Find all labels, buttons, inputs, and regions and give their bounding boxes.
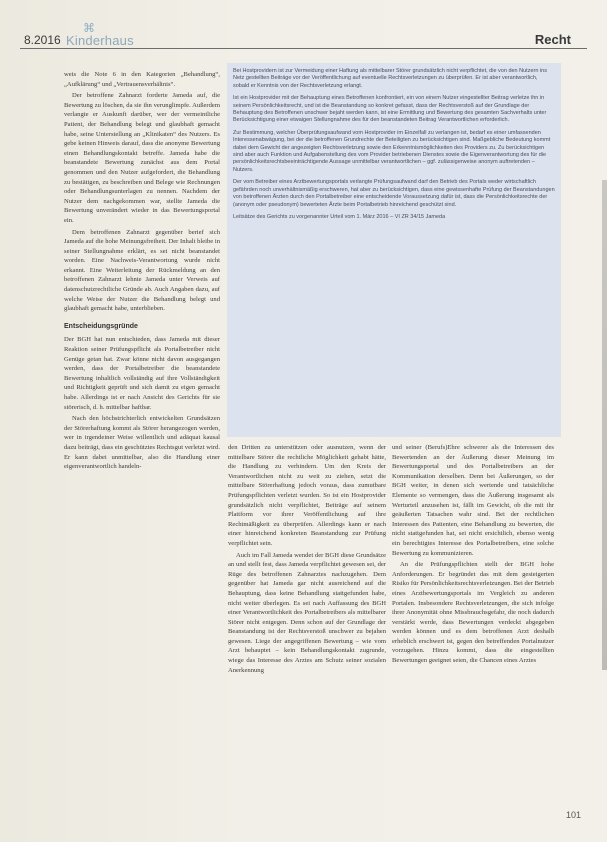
paragraph: und seiner (Berufs)Ehre schwerer als die Interessen des Bewertenden an der Äußerung dieser Meinung im Bewertungsportal und des Portalbetreibers an der Kommunikation derselben. Denn bei Äußerungen, so der BGH weiter, in denen sich wertende und tatsächliche Elemente so vermengen, dass die Äußerung insgesamt als Werturteil anzusehen ist, fällt im Gewicht, ob die mit ihr geäußerten Tatsachen wahr sind. Bei der rechtlichen Interessen des Patienten, eine Behandlung zu bewerten, die nicht stattgefunden hat, sei nicht ersichtlich, ebenso wenig ein berechtigtes Interesse des Portalbetreibers, eine solche Bewertung zu kommunizieren. — [392, 444, 554, 557]
page-edge-tab — [602, 180, 607, 670]
issue-date: 8.2016 — [24, 33, 61, 47]
article-column-1 — [64, 70, 220, 474]
key-principles-infobox — [227, 63, 561, 437]
infobox-paragraph: Zur Bestimmung, welcher Überprüfungsaufwand vom Hostprovider im Einzelfall zu verlangen ist, bedarf es einer umfassenden Interessenabwägung, bei der die betroffenen Grundrechte der Beteiligten zu berücksichtigen sind. Maßgebliche Bedeutung kommt dabei dem Gewicht der angezeigten Rechtsverletzung sowie den Erkenntnismöglichkeiten des Providers zu. Zu berücksichtigen sind aber auch Funktion und Aufgabenstellung des vom Provider betriebenen Dienstes sowie die Eigenverantwortung des für die persönlichkeitsrechtsbeeinträchtigende Aussage unmittelbar verantwortlichen – ggf. zulässigerweise anonym auftretenden – Nutzers. — [233, 129, 551, 173]
header-rule — [20, 48, 587, 49]
infobox-paragraph: Ist ein Hostprovider mit der Behauptung eines Betroffenen konfrontiert, ein von einem Nutzer eingestellter Beitrag verletze ihn in seinem Persönlichkeitsrecht, und ist die Beanstandung so konkret gefasst, dass der Rechtsverstoß auf der Grundlage der Behauptung des Betroffenen unschwer bejaht werden kann, ist eine Ermittlung und Bewertung des gesamten Sachverhalts unter Berücksichtigung einer etwaigen Stellungnahme des für den beanstandeten Beitrag Verantwortlichen erforderlich. — [233, 95, 547, 124]
page-number: 101 — [565, 810, 581, 820]
infobox-paragraph: Der vom Betreiber eines Arztbewertungsportals verlangte Prüfungsaufwand darf den Betrieb des Portals weder wirtschaftlich gefährden noch unverhältnismäßig erschweren, hat aber zu berücksichtigen, dass eine gewissenhafte Prüfung der Beanstandungen von betroffenen Ärzten durch den Portalbetreiber eine entscheidende Voraussetzung dafür ist, dass die Persönlichkeitsrechte der (anonym oder pseudonym) bewerteten Ärzte beim Portalbetrieb hinreichend geschützt sind. — [233, 179, 555, 208]
paragraph: Nach den höchstrichterlich entwickelten Grundsätzen der Störerhaftung kommt als Störer herangezogen werden, wer in irgendeiner Weise willentlich und adäquat kausal dazu beiträgt, dass ein geschütztes Rechtsgut verletzt wird. Er kann dabei unmittelbar, also die Handlung einer eigenverantwortlich handeln- — [64, 415, 220, 471]
infobox-source: Leitsätze des Gerichts zu vorgenannter Urteil vom 1. März 2016 – VI ZR 34/15 Jameda — [233, 213, 446, 220]
paragraph: Der betroffene Zahnarzt forderte Jameda auf, die Bewertung zu löschen, da sie ihn verunglimpfe. Außerdem verlangte er Auskunft darüber, wer der vermeintliche Patient, der Behandlung belegt und glaubhaft gemacht habe, seine Unterstellung an „Klinikaten“ des Nutzers. Es gebe keinen Hinweis darauf, dass die anonyme Bewertung einen Behandlungskontakt betreffe. Jameda habe die beanstandete Bewertung zunächst aus dem Portal genommen und den Nutzer aufgefordert, die Behandlung zu bestätigen, zu beschreiben und Belege wie Rechnungen oder Behandlungsunterlagen zu nennen. Nachdem der Nutzer dem nachgekommen war, stellte Jameda die Bewertung unverändert wieder in das Bewertungsportal ein. — [64, 92, 220, 224]
section-subhead: Entscheidungsgründe — [64, 322, 138, 330]
section-title: Recht — [534, 32, 571, 47]
kinderhaus-logo — [66, 22, 146, 48]
article-column-3 — [392, 443, 554, 668]
paragraph: Der BGH hat nun entschieden, dass Jameda mit dieser Reaktion seiner Prüfungspflicht als Portalbetreiber nicht Genüge getan hat. Zwar könne nicht davon ausgegangen werden, dass der Portalbetreiber die beanstandete Bewertung inhaltlich vollständig auf ihre Vollständigkeit und Richtigkeit geprüft und sich damit zu eigen gemacht habe. Allerdings ist er nach Ansicht des Gerichts für sie störerisch, d. h. mittelbar haftbar. — [64, 336, 220, 411]
paragraph: Auch im Fall Jameda wendet der BGH diese Grundsätze an und stellt fest, dass Jameda verpflichtet gewesen sei, der Rüge des betroffenen Zahnarztes nachzugehen. Dem gegenüber hat Jameda gar nicht ausreichend auf die Behauptung, dass keine Behandlung stattgefunden habe, nicht weiter überlegen. Es sei nach Auffassung des BGH einer Verantwortlichkeit des Portalbetreibers als mittelbarer Störer nicht entgegen. Denn schon auf der Grundlage der Beanstandung ist der Rechtsverstoß unschwer zu bejahen gewesen. Liege der angegriffenen Bewertung – wie vom Arzt behauptet – kein Behandlungskontakt zugrunde, wiege das Interesse des Arztes am Schutz seiner sozialen Anerkennung — [228, 551, 386, 674]
paragraph: Dem betroffenen Zahnarzt gegenüber berief sich Jameda auf die hohe Meinungsfreiheit. Der Inhalt bleibe in seiner Stellungnahme erklärt, es sei nicht beanstandet worden. Eine Nachweis-Verantwortung wurde nicht erkannt. Eine Weiterleitung der Rückmeldung an den betroffenen Zahnarzt lehnte Jameda unter Verweis auf datenschutzrechtliche Gründe ab. Auch Angaben dazu, auf welche Weise der Nutzer die Behandlung belegt und glaubhaft gemacht habe, unterblieben. — [64, 228, 220, 313]
infobox-paragraph: Bei Hostprovidern ist zur Vermeidung einer Haftung als mittelbarer Störer grundsätzlich nicht verpflichtet, die von den Nutzern ins Netz gestellten Beiträge vor der Veröffentlichung auf eventuelle Rechtsverletzungen zu überprüfen. Er ist aber verantwortlich, sobald er Kenntnis von der Rechtsverletzung erlangt. — [233, 68, 547, 89]
logo-mark-icon: ⌘ — [83, 21, 95, 35]
paragraph: weis die Note 6 in den Kategorien „Behandlung“, „Aufklärung“ und „Vertrauensverhältnis“. — [64, 71, 220, 88]
logo-text: Kinderhaus — [66, 33, 134, 48]
article-column-2 — [228, 443, 386, 677]
paragraph: An die Prüfungspflichten stellt der BGH hohe Anforderungen. Er begründet das mit dem gesteigerten Risiko für Persönlichkeitsrechtsverletzungen. Bei der Betrieb eines Arztbewertungsportals im Vergleich zu anderen Portalen. Insbesondere Rechtsverletzungen, die sich infolge ihrer Anonymität ohne Missbrauchsgefahr, die noch dadurch verstärkt werde, dass Bewertungen verdeckt abgegeben werden können und es dem betroffenen Arzt deshalb erheblich erschwert ist, gegen den betreffenden Portalnutzer vorzugehen. Hinzu kommt, dass die eingestellten Bewertungen geeignet seien, die Chancen eines Arztes — [392, 561, 554, 665]
paragraph: den Dritten zu unterstützen oder ausnutzen, wenn der mittelbare Störer die rechtliche Möglichkeit gehabt hätte, die Handlung zu verhindern. Um den Kreis der Verantwortlichen nicht zu weit zu ziehen, setzt die mittelbare Störerhaftung jedoch voraus, dass zumutbare Prüfungspflichten verletzt wurden. So ist ein Hostprovider grundsätzlich nicht verpflichtet, Beiträge auf seinem Plattform vor ihrer Veröffentlichung auf ihre Rechtmäßigkeit zu überprüfen. Allerdings kann er nach einer hinreichend konkreten Beanstandung zur Prüfung verpflichtet sein. — [228, 444, 386, 547]
